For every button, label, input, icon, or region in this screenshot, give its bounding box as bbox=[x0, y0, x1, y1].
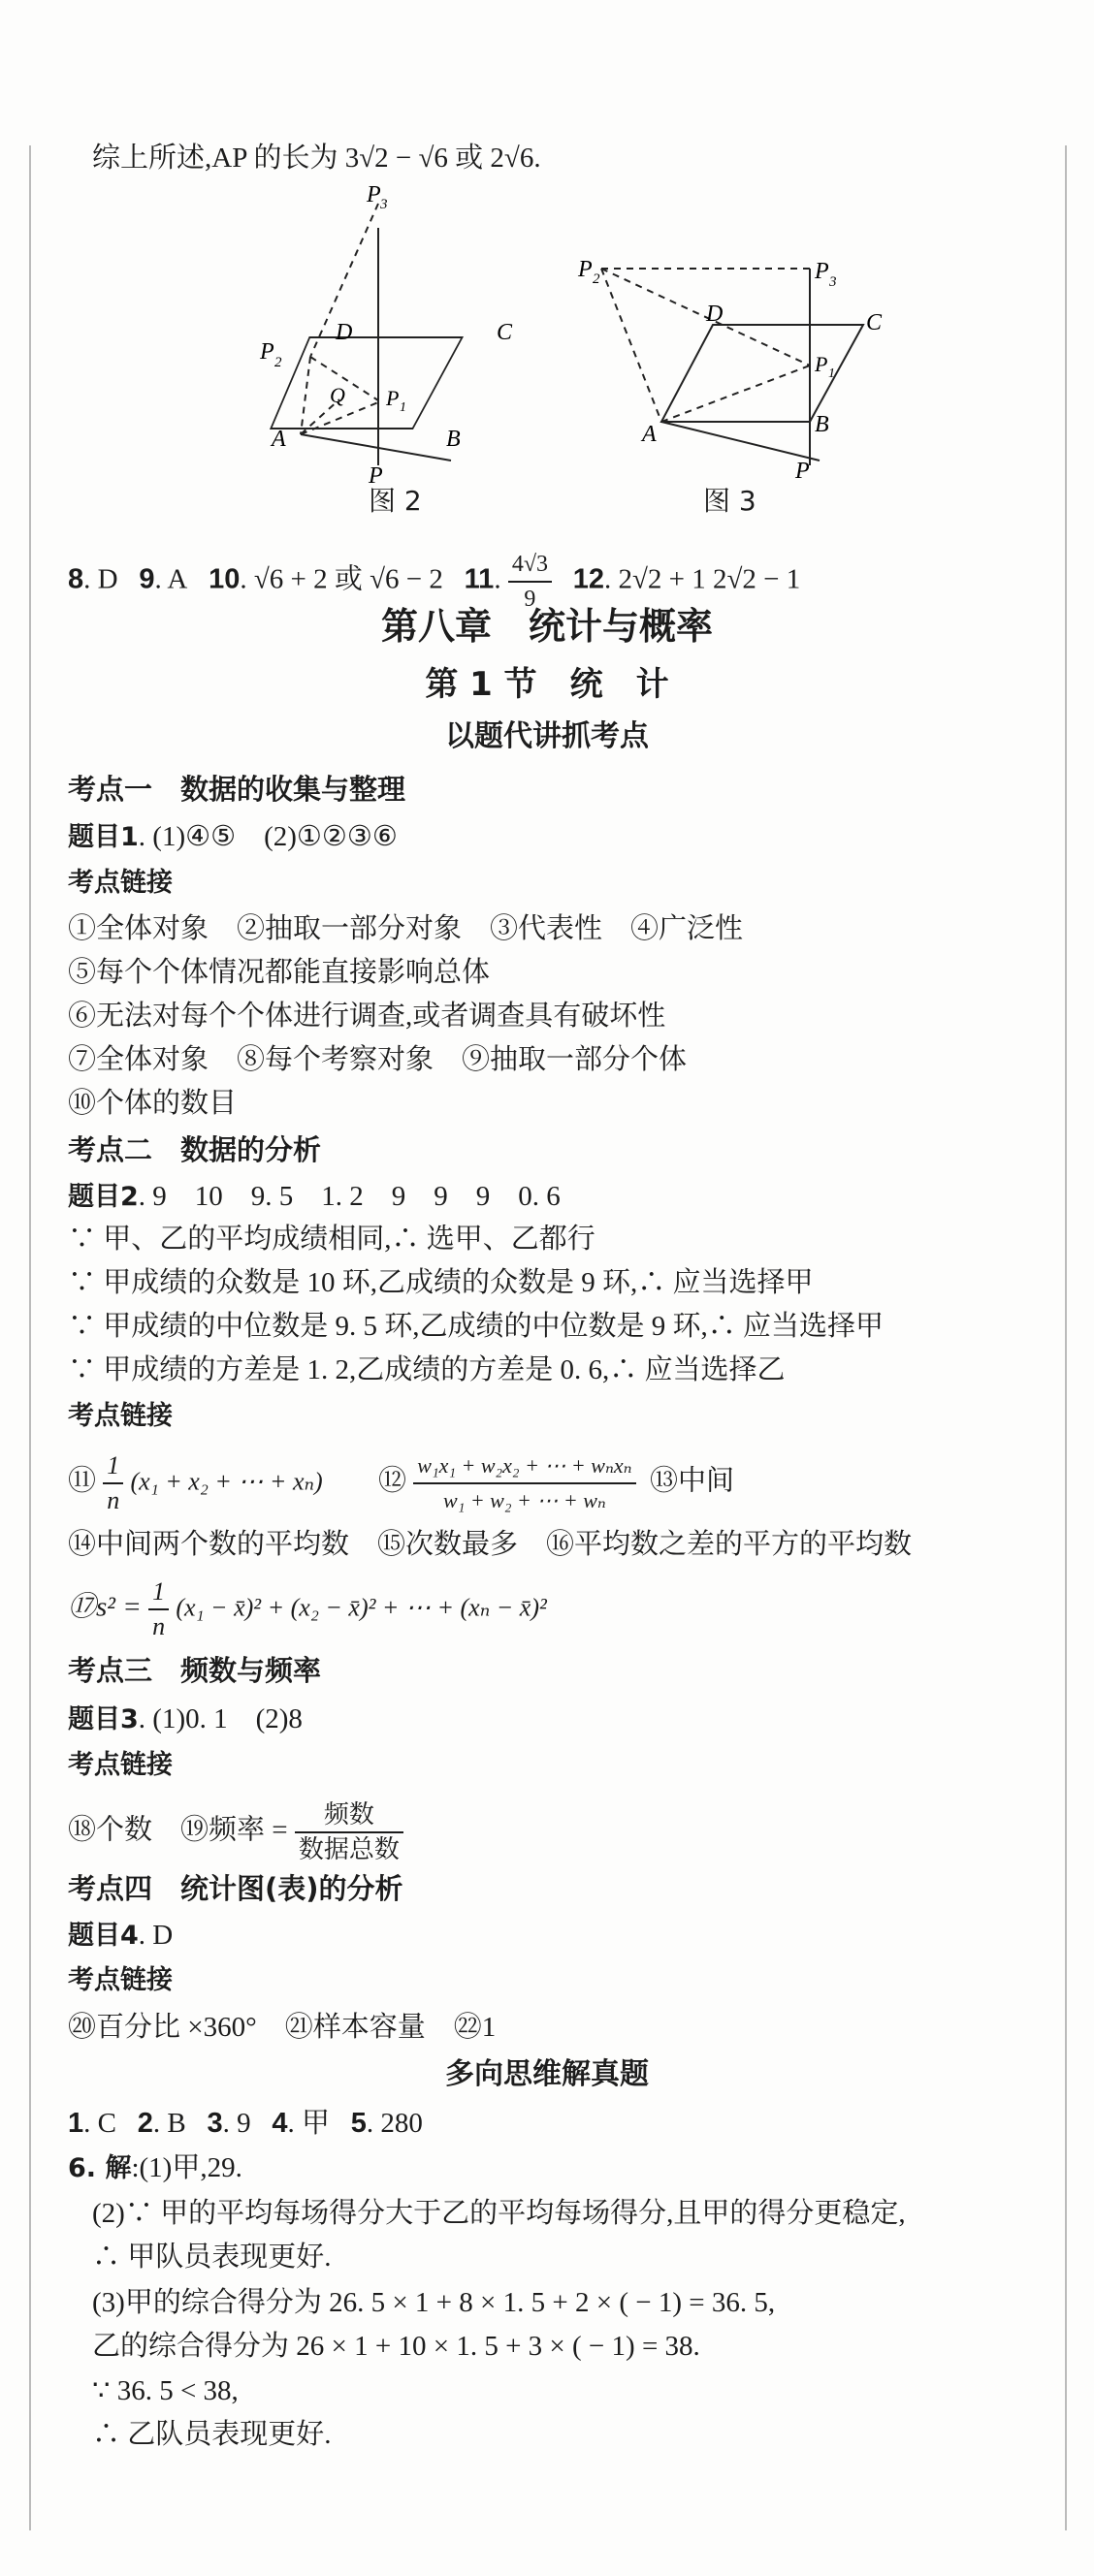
kp4-link-line: ⑳百分比 ×360° ㉑样本容量 ㉒1 bbox=[68, 2012, 497, 2043]
label-b-fig3: B bbox=[815, 412, 829, 437]
label-p3-fig3: P bbox=[815, 259, 829, 284]
kp1-line: ①全体对象 ②抽取一部分对象 ③代表性 ④广泛性 bbox=[68, 913, 744, 944]
svg-text:2: 2 bbox=[593, 271, 600, 287]
conclusion-text: 综上所述,AP 的长为 3√2 − √6 或 2√6. bbox=[92, 143, 541, 174]
kp3-title: 考点三 频数与频率 bbox=[68, 1654, 322, 1687]
figure-2-caption: 图 2 bbox=[369, 485, 422, 517]
label-p1: P bbox=[386, 386, 400, 410]
kp2-question: 题目2. 9 10 9. 5 1. 2 9 9 9 0. 6 bbox=[68, 1181, 561, 1212]
kp1-line: ⑩个体的数目 bbox=[68, 1088, 238, 1119]
kp1-question: 题目1. (1)④⑤ (2)①②③⑥ bbox=[68, 821, 398, 852]
svg-text:2: 2 bbox=[274, 355, 282, 370]
label-b: B bbox=[446, 427, 461, 452]
kp4-link-title: 考点链接 bbox=[68, 1965, 173, 1995]
label-p2: P bbox=[260, 339, 274, 365]
chapter-title: 第八章 统计与概率 bbox=[380, 605, 713, 648]
real-line: ∴ 甲队员表现更好. bbox=[92, 2242, 332, 2273]
formula-mean: ⑪ $\frac{1}{n}$ (x₁ + x₂ + ⋯ + xₙ) bbox=[68, 1451, 323, 1514]
label-c: C bbox=[497, 320, 513, 345]
real-line: (2)∵ 甲的平均每场得分大于乙的平均每场得分,且甲的得分更稳定, bbox=[92, 2198, 906, 2229]
kp2-link-title: 考点链接 bbox=[68, 1401, 173, 1431]
real-questions-title: 多向思维解真题 bbox=[445, 2057, 649, 2091]
label-p-fig3: P bbox=[795, 459, 810, 484]
real-line: 乙的综合得分为 26 × 1 + 10 × 1. 5 + 3 × ( − 1) = 38. bbox=[92, 2331, 700, 2362]
real-answer-6: 6. 解:(1)甲,29. bbox=[68, 2152, 242, 2183]
kp1-link-title: 考点链接 bbox=[68, 868, 173, 898]
answers-8-12: 8. D 9. A 10. √6 + 2 或 √6 − 2 11. $\frac{4√3}{9}$ 12. 2√2 + 1 2√2 − 1 bbox=[68, 548, 800, 616]
kp2-line: ∵ 甲、乙的平均成绩相同,∴ 选甲、乙都行 bbox=[68, 1224, 595, 1255]
figure-3-caption: 图 3 bbox=[703, 485, 756, 517]
label-c-fig3: C bbox=[866, 310, 883, 335]
formula-variance: ⑰s² = $\frac{1}{n}$ (x₁ − x̄)² + (x₂ − x̄)² + ⋯ + (xₙ − x̄)² bbox=[68, 1577, 547, 1640]
label-q: Q bbox=[330, 383, 345, 407]
svg-text:3: 3 bbox=[829, 274, 837, 290]
kp1-line: ⑦全体对象 ⑧每个考察对象 ⑨抽取一部分个体 bbox=[68, 1044, 688, 1075]
formula-weighted-mean: ⑫ $\frac{\text{w₁x₁ + w₂x₂ + ⋯ + wₙxₙ}}{\text{w₁ + w₂ + ⋯ + wₙ}}$ ⑬中间 bbox=[378, 1449, 734, 1517]
kp1-line: ⑤每个个体情况都能直接影响总体 bbox=[68, 957, 491, 988]
kp1-title: 考点一 数据的收集与整理 bbox=[68, 773, 406, 806]
kp4-title: 考点四 统计图(表)的分析 bbox=[68, 1872, 403, 1905]
kp2-line-14: ⑭中间两个数的平均数 ⑮次数最多 ⑯平均数之差的平方的平均数 bbox=[68, 1529, 913, 1560]
svg-text:1: 1 bbox=[400, 400, 406, 415]
label-p1-fig3: P bbox=[815, 352, 828, 376]
label-p: P bbox=[369, 463, 383, 489]
label-d: D bbox=[336, 320, 353, 345]
figure-2 bbox=[242, 182, 513, 494]
label-a: A bbox=[272, 427, 286, 452]
kp4-question: 题目4. D bbox=[68, 1920, 174, 1951]
kp3-link-title: 考点链接 bbox=[68, 1750, 173, 1780]
left-margin-rule bbox=[29, 145, 31, 2530]
kp1-line: ⑥无法对每个个体进行调查,或者调查具有破坏性 bbox=[68, 1001, 666, 1032]
answer-11-fraction: $\frac{4√3}{9}$ bbox=[508, 548, 552, 616]
real-answers-1-5: 1. C 2. B 3. 9 4. 甲 5. 280 bbox=[68, 2108, 423, 2139]
label-p2-fig3: P bbox=[578, 257, 593, 282]
kp3-link-line: ⑱个数 ⑲频率 = $\frac{\text{频数}}{\text{数据总数}}$ bbox=[68, 1798, 403, 1866]
svg-text:1: 1 bbox=[828, 366, 835, 381]
kp2-line: ∵ 甲成绩的众数是 10 环,乙成绩的众数是 9 环,∴ 应当选择甲 bbox=[68, 1267, 814, 1298]
real-line: ∵ 36. 5 < 38, bbox=[92, 2375, 239, 2406]
figure-3 bbox=[572, 257, 902, 484]
kp2-line: ∵ 甲成绩的方差是 1. 2,乙成绩的方差是 0. 6,∴ 应当选择乙 bbox=[68, 1354, 786, 1385]
real-line: (3)甲的综合得分为 26. 5 × 1 + 8 × 1. 5 + 2 × ( − 1) = 36. 5, bbox=[92, 2287, 776, 2318]
section-title: 第 1 节 统 计 bbox=[425, 665, 669, 704]
kp3-question: 题目3. (1)0. 1 (2)8 bbox=[68, 1703, 303, 1734]
label-d-fig3: D bbox=[706, 302, 724, 327]
real-line: ∴ 乙队员表现更好. bbox=[92, 2419, 332, 2450]
right-margin-rule bbox=[1065, 145, 1067, 2530]
kp2-title: 考点二 数据的分析 bbox=[68, 1133, 322, 1166]
kp2-line: ∵ 甲成绩的中位数是 9. 5 环,乙成绩的中位数是 9 环,∴ 应当选择甲 bbox=[68, 1311, 885, 1342]
label-p3: P bbox=[367, 182, 381, 207]
label-a-fig3: A bbox=[642, 422, 657, 447]
svg-text:3: 3 bbox=[380, 197, 388, 212]
part-title: 以题代讲抓考点 bbox=[445, 719, 649, 753]
